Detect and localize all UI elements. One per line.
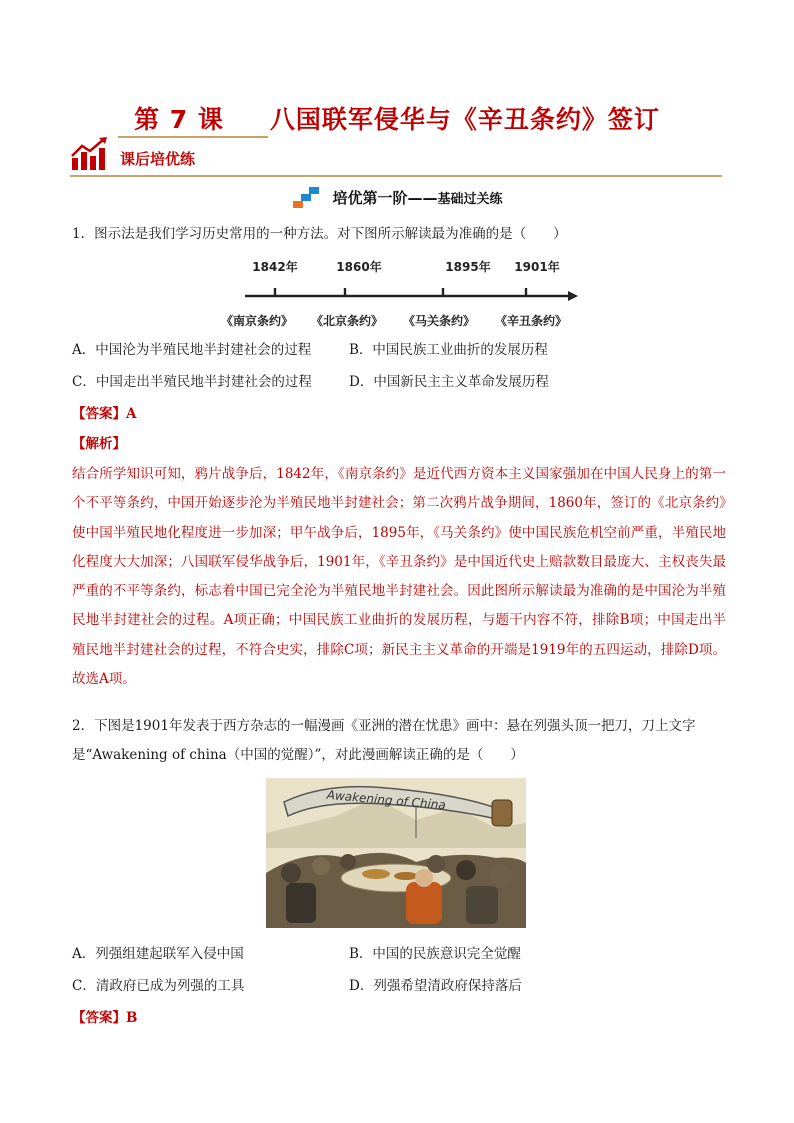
- q1-option-d: D．中国新民主主义革命发展历程: [349, 374, 549, 390]
- question-2-options: [72, 938, 726, 1002]
- cartoon-sword-text: Awakening of China: [326, 787, 447, 813]
- timeline-year-1895: 1895年: [445, 260, 491, 274]
- stage-title: 培优第一阶——基础过关练: [332, 188, 503, 207]
- timeline-treaty-xinchou: 《辛丑条约》: [494, 314, 568, 328]
- stairs-icon: [291, 184, 321, 210]
- q2-answer: 【答案】B: [72, 1010, 138, 1026]
- q1-answer: 【答案】A: [72, 406, 137, 422]
- q2-option-d: D．列强希望清政府保持落后: [349, 978, 522, 994]
- q1-option-a: A．中国沦为半殖民地半封建社会的过程: [72, 342, 312, 358]
- section-label: 课后培优练: [120, 150, 196, 168]
- timeline-year-1860: 1860年: [336, 260, 382, 274]
- lesson-number: 第 7 课: [134, 105, 224, 134]
- timeline-year-1901: 1901年: [514, 260, 560, 274]
- question-1-options: [72, 334, 726, 398]
- banner-top-rule: [118, 136, 268, 138]
- q2-option-b: B．中国的民族意识完全觉醒: [349, 946, 521, 962]
- q1-analysis-label: 【解析】: [72, 436, 126, 452]
- timeline-treaty-beijing: 《北京条约》: [310, 314, 384, 328]
- timeline-treaty-maguan: 《马关条约》: [402, 314, 476, 328]
- question-2-stem: 2．下图是1901年发表于西方杂志的一幅漫画《亚洲的潜在忧患》画中：悬在列强头顶一把刀，刀上文字是“Awakening of china（中国的觉醒）”，对此漫画解读正确的是（ ）: [72, 718, 696, 763]
- q1-option-b: B．中国民族工业曲折的发展历程: [349, 342, 548, 358]
- question-1-stem: 1．图示法是我们学习历史常用的一种方法。对下图所示解读最为准确的是（ ）: [72, 226, 567, 242]
- q2-option-c: C．清政府已成为列强的工具: [72, 978, 245, 994]
- q1-analysis: 结合所学知识可知，鸦片战争后，1842年，《南京条约》是近代西方资本主义国家强加在中国人民身上的第一个不平等条约，中国开始逐步沦为半殖民地半封建社会；第二次鸦片战争期间，1860年，签订的《北京条约》使中国半殖民地化程度进一步加深；甲午战争后，1895年，《马关条约》使中国民族危机空前严重，半殖民地化程度大大加深；八国联军侵华战争后，1901年，《辛丑条约》是中国近代史上赔款数目最庞大、主权丧失最严重的不平等条约，标志着中国已完全沦为半殖民地半封建社会。因此图所示解读最为准确的是中国沦为半殖民地半封建社会的过程。A项正确；中国民族工业曲折的发展历程，与题干内容不符，排除B项；中国走出半殖民地半封建社会的过程，不符合史实，排除C项；新民主主义革命的开端是1919年的五四运动，排除D项。故选A项。: [72, 466, 726, 688]
- cartoon-illustration: [266, 778, 526, 928]
- timeline-treaty-nanjing: 《南京条约》: [220, 314, 294, 328]
- lesson-title: [0, 100, 794, 136]
- q1-option-c: C．中国走出半殖民地半封建社会的过程: [72, 374, 312, 390]
- rising-chart-icon: [70, 136, 110, 172]
- banner-rule: [70, 175, 722, 177]
- q2-option-a: A．列强组建起联军入侵中国: [72, 946, 244, 962]
- treaty-timeline: [210, 252, 590, 332]
- lesson-name: 八国联军侵华与《辛丑条约》签订: [269, 105, 660, 134]
- section-banner: [70, 136, 722, 178]
- stage-heading: [0, 184, 794, 214]
- timeline-year-1842: 1842年: [252, 260, 298, 274]
